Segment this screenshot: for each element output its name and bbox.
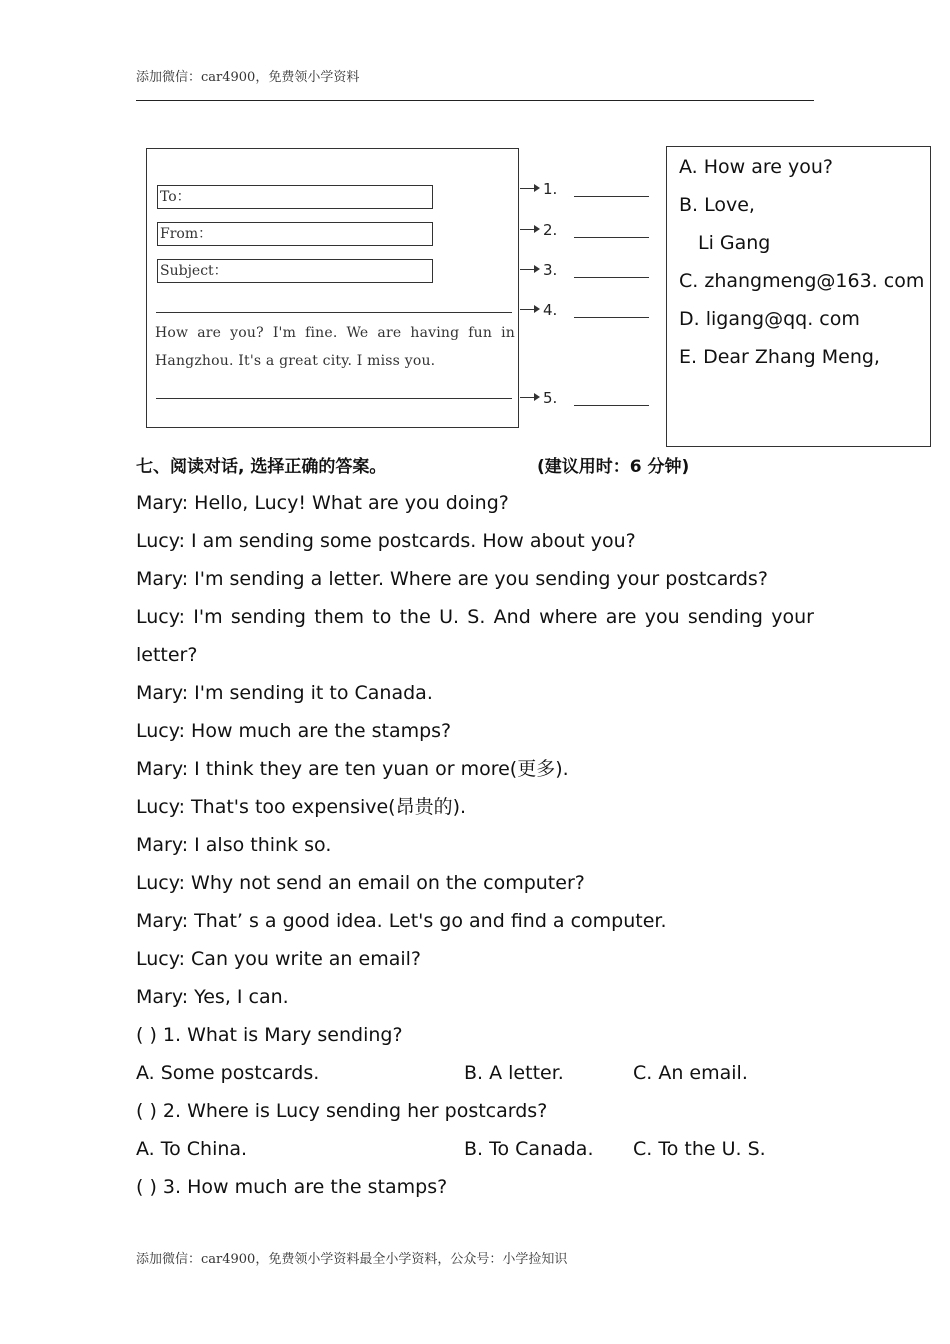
answer-blank-4 <box>520 300 650 320</box>
dialogue-line: Mary: I'm sending it to Canada. <box>136 682 433 704</box>
blank-number: 3. <box>543 261 558 279</box>
dialogue-line: letter? <box>136 644 198 666</box>
dialogue-line: Mary: I'm sending a letter. Where are you sending your postcards? <box>136 568 768 590</box>
dialogue-line: Mary: Hello, Lucy! What are you doing? <box>136 492 509 514</box>
dialogue-line: Lucy: Can you write an email? <box>136 948 421 970</box>
options-box <box>666 146 931 447</box>
arrow-head-icon <box>534 225 540 233</box>
dialogue-line: Mary: I think they are ten yuan or more(更多). <box>136 758 569 780</box>
question-3-stem: ( ) 3. How much are the stamps? <box>136 1176 448 1198</box>
email-form <box>146 148 519 428</box>
dialogue-line: Lucy: Why not send an email on the computer? <box>136 872 585 894</box>
option-d: D. ligang@qq. com <box>679 308 860 330</box>
dialogue-line: Lucy: I am sending some postcards. How about you? <box>136 530 636 552</box>
arrow-icon <box>520 229 535 230</box>
arrow-head-icon <box>534 265 540 273</box>
arrow-icon <box>520 397 535 398</box>
option-b: B. Love, <box>679 194 755 216</box>
dialogue-line: Lucy: How much are the stamps? <box>136 720 452 742</box>
option-c: C. zhangmeng@163. com <box>679 270 925 292</box>
page-header: 添加微信：car4900，免费领小学资料 <box>136 70 360 85</box>
blank-number: 2. <box>543 221 558 239</box>
dialogue-line: Mary: Yes, I can. <box>136 986 289 1008</box>
question-1-stem: ( ) 1. What is Mary sending? <box>136 1024 403 1046</box>
blank-number: 1. <box>543 180 558 198</box>
question-2-option-c[interactable]: C. To the U. S. <box>633 1138 766 1160</box>
section-time-hint: (建议用时：6 分钟) <box>537 457 690 477</box>
subject-field: Subject： <box>157 259 433 283</box>
greeting-line <box>156 312 512 313</box>
question-1-option-a[interactable]: A. Some postcards. <box>136 1062 320 1084</box>
arrow-head-icon <box>534 305 540 313</box>
header-divider <box>136 100 814 101</box>
answer-blank-5 <box>520 388 650 408</box>
dialogue-line: Mary: I also think so. <box>136 834 332 856</box>
question-2-option-a[interactable]: A. To China. <box>136 1138 248 1160</box>
answer-blank-1 <box>520 179 650 199</box>
closing-line <box>156 398 512 399</box>
option-e: E. Dear Zhang Meng, <box>679 346 880 368</box>
arrow-head-icon <box>534 393 540 401</box>
answer-blank-2 <box>520 220 650 240</box>
blank-line[interactable] <box>574 196 649 197</box>
dialogue-line: Lucy: That's too expensive(昂贵的). <box>136 796 467 818</box>
question-2-stem: ( ) 2. Where is Lucy sending her postcards? <box>136 1100 548 1122</box>
question-1-option-b[interactable]: B. A letter. <box>464 1062 564 1084</box>
to-field: To： <box>157 185 433 209</box>
dialogue-line: Mary: That’ s a good idea. Let's go and find a computer. <box>136 910 667 932</box>
blank-number: 4. <box>543 301 558 319</box>
from-field: From： <box>157 222 433 246</box>
dialogue-line: Lucy: I'm sending them to the U. S. And where are you sending your <box>136 606 814 628</box>
section-title: 七、阅读对话, 选择正确的答案。 <box>136 457 387 477</box>
blank-number: 5. <box>543 389 558 407</box>
email-body-line: Hangzhou. It's a great city. I miss you. <box>155 353 436 369</box>
page-footer: 添加微信：car4900，免费领小学资料最全小学资料，公众号：小学捡知识 <box>136 1252 568 1267</box>
question-1-option-c[interactable]: C. An email. <box>633 1062 748 1084</box>
option-b-signature: Li Gang <box>698 232 771 254</box>
arrow-head-icon <box>534 184 540 192</box>
blank-line[interactable] <box>574 237 649 238</box>
blank-line[interactable] <box>574 405 649 406</box>
arrow-icon <box>520 309 535 310</box>
blank-line[interactable] <box>574 277 649 278</box>
blank-line[interactable] <box>574 317 649 318</box>
arrow-icon <box>520 269 535 270</box>
arrow-icon <box>520 188 535 189</box>
email-body-line: How are you? I'm fine. We are having fun in <box>155 325 515 341</box>
answer-blank-3 <box>520 260 650 280</box>
question-2-option-b[interactable]: B. To Canada. <box>464 1138 594 1160</box>
email-body <box>155 319 515 375</box>
option-a: A. How are you? <box>679 156 833 178</box>
